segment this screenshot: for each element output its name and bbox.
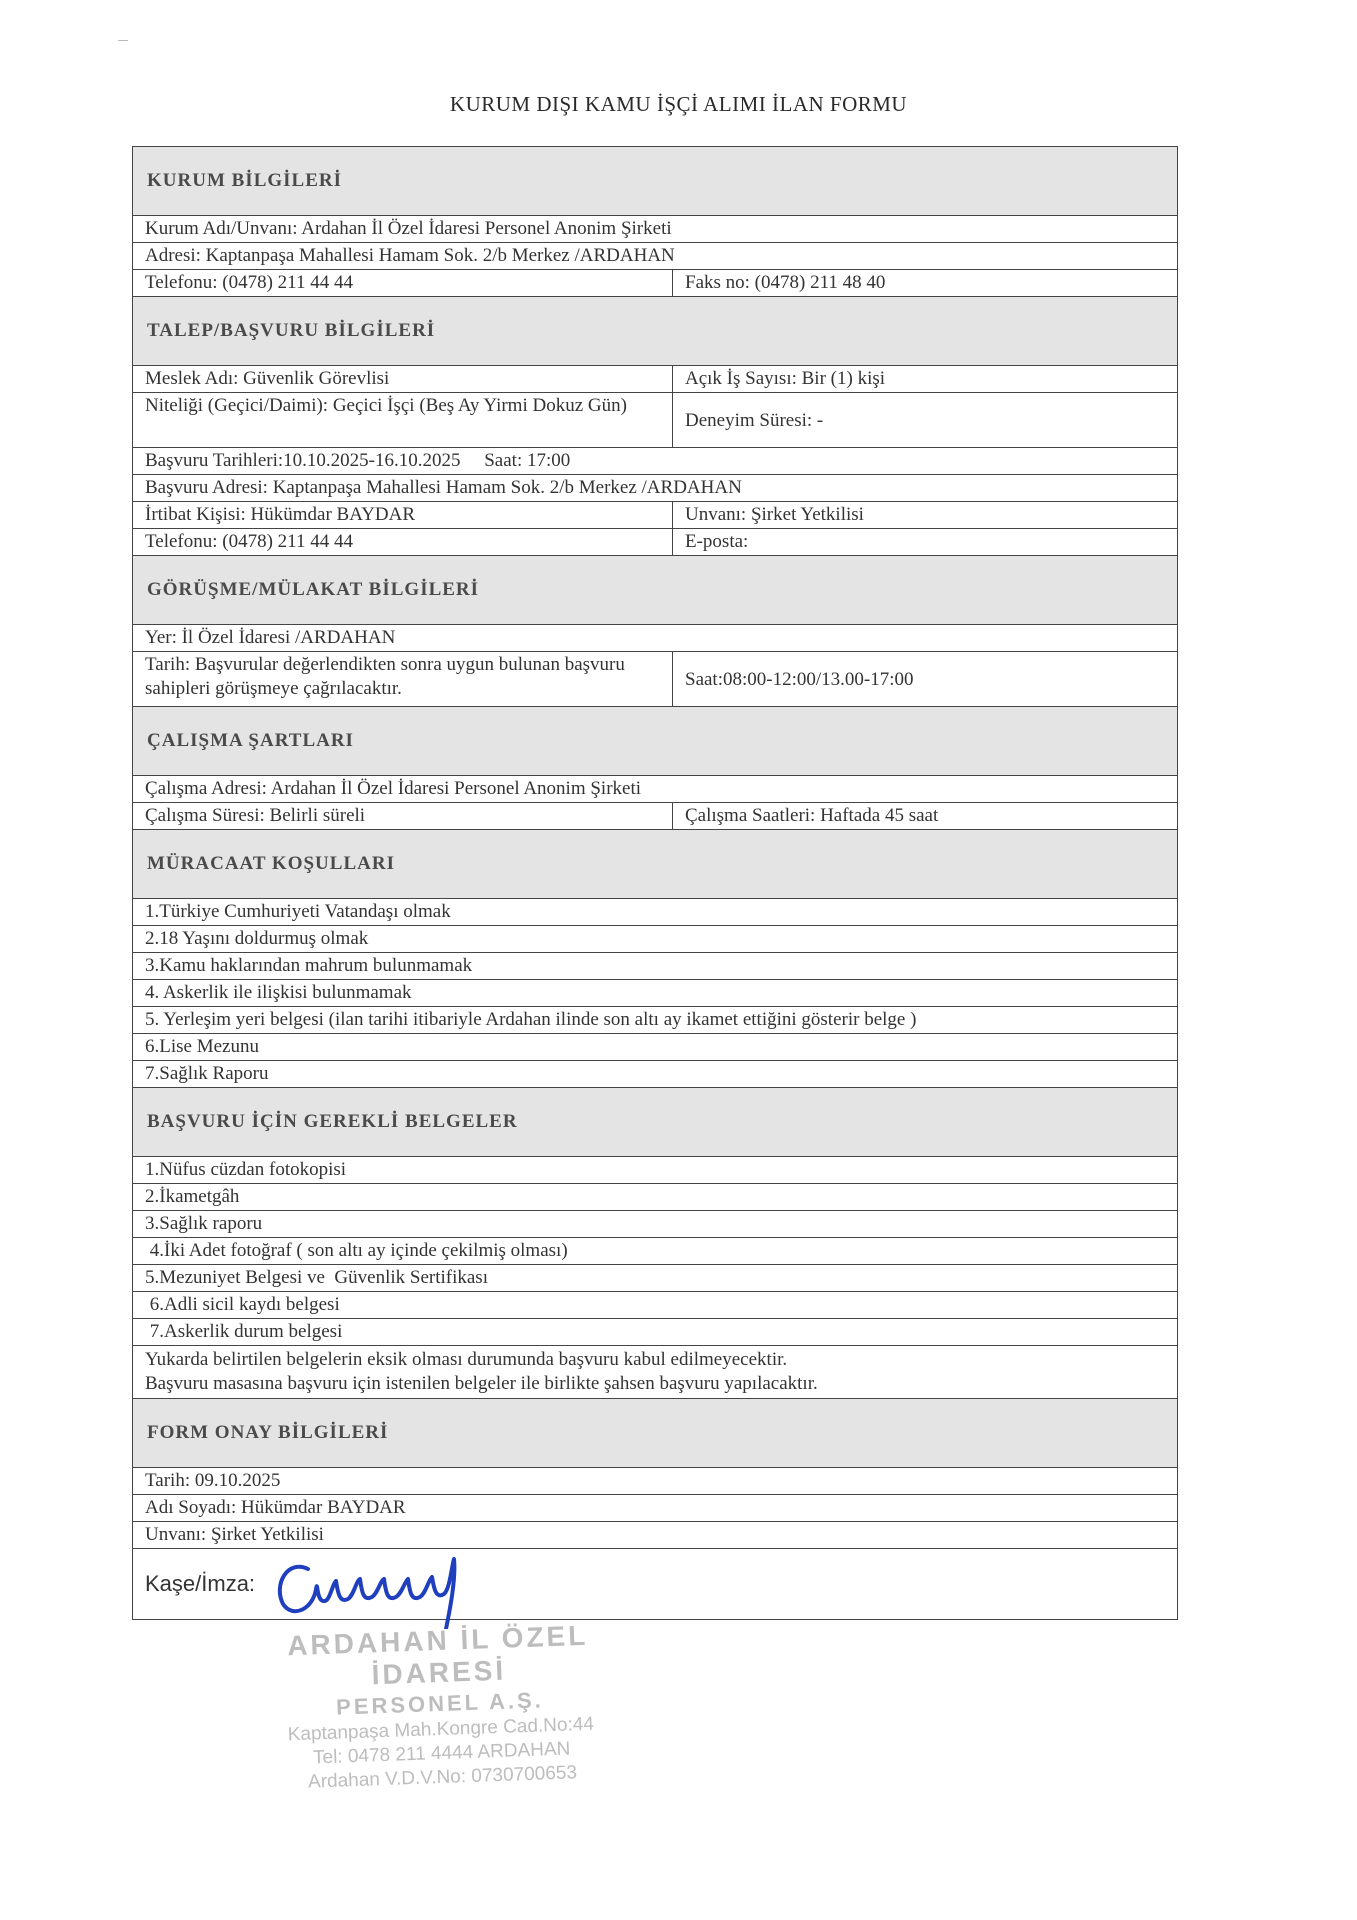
- kurum-adi: Kurum Adı/Unvanı: Ardahan İl Özel İdaresi Personel Anonim Şirketi: [145, 218, 672, 239]
- calisma-adresi: Çalışma Adresi: Ardahan İl Özel İdaresi Personel Anonim Şirketi: [145, 778, 642, 799]
- list-item: [133, 1211, 1177, 1238]
- list-item: [133, 1007, 1177, 1034]
- onay-tarih: Tarih: 09.10.2025: [145, 1470, 281, 1491]
- kurum-faks: Faks no: (0478) 211 48 40: [685, 272, 886, 293]
- company-stamp: [237, 1618, 642, 1792]
- muracaat-item: 4. Askerlik ile ilişkisi bulunmamak: [145, 982, 412, 1003]
- form-row: [133, 243, 1177, 270]
- talep-telefon: Telefonu: (0478) 211 44 44: [133, 529, 673, 555]
- form-row: [133, 803, 1177, 830]
- muracaat-item: 7.Sağlık Raporu: [145, 1063, 269, 1084]
- form-row: [133, 366, 1177, 393]
- belge-note-line-1: Yukarda belirtilen belgelerin eksik olması durumunda başvuru kabul edilmeyecektir.: [145, 1349, 788, 1370]
- list-item: [133, 1265, 1177, 1292]
- belge-note: [133, 1346, 1177, 1399]
- stamp-line-2: PERSONEL A.Ş.: [335, 1687, 545, 1720]
- form-row: [133, 393, 1177, 448]
- kase-imza-label: Kaşe/İmza:: [145, 1571, 256, 1596]
- stamp-line-3: Kaptanpaşa Mah.Kongre Cad.No:44: [287, 1713, 595, 1746]
- list-item: [133, 1292, 1177, 1319]
- stamp-line-1: ARDAHAN İL ÖZEL İDARESİ: [286, 1619, 589, 1691]
- scan-mark: [118, 40, 128, 41]
- list-item: [133, 899, 1177, 926]
- calisma-saatleri: Çalışma Saatleri: Haftada 45 saat: [685, 805, 939, 826]
- signature-row: [133, 1549, 1177, 1620]
- form-row: [133, 448, 1177, 475]
- form-row: [133, 502, 1177, 529]
- kurum-adres: Adresi: Kaptanpaşa Mahallesi Hamam Sok. 2/b Merkez /ARDAHAN: [145, 245, 675, 266]
- muracaat-item: 5. Yerleşim yeri belgesi (ilan tarihi itibariyle Ardahan ilinde son altı ay ikamet ettiğini gösterir belge ): [145, 1009, 917, 1030]
- list-item: [133, 926, 1177, 953]
- page-title: KURUM DIŞI KAMU İŞÇİ ALIMI İLAN FORMU: [449, 92, 908, 116]
- muracaat-item: 2.18 Yaşını doldurmuş olmak: [145, 928, 369, 949]
- announcement-form: [132, 146, 1178, 1620]
- onay-unvan: Unvanı: Şirket Yetkilisi: [145, 1524, 324, 1545]
- belge-item: 7.Askerlik durum belgesi: [145, 1321, 343, 1342]
- form-row: [133, 270, 1177, 297]
- muracaat-item: 1.Türkiye Cumhuriyeti Vatandaşı olmak: [145, 901, 451, 922]
- form-row: [133, 529, 1177, 556]
- basvuru-adresi: Başvuru Adresi: Kaptanpaşa Mahallesi Hamam Sok. 2/b Merkez /ARDAHAN: [145, 477, 742, 498]
- signature-graphic: [268, 1539, 468, 1629]
- stamp-line-4: Tel: 0478 211 4444 ARDAHAN: [312, 1738, 571, 1769]
- list-item: [133, 980, 1177, 1007]
- form-row: [133, 776, 1177, 803]
- onay-adi-soyadi: Adı Soyadı: Hükümdar BAYDAR: [145, 1497, 406, 1518]
- list-item: [133, 1157, 1177, 1184]
- belge-item: 3.Sağlık raporu: [145, 1213, 263, 1234]
- form-row: [133, 1495, 1177, 1522]
- list-item: [133, 1061, 1177, 1088]
- list-item: [133, 1184, 1177, 1211]
- belge-item: 5.Mezuniyet Belgesi ve Güvenlik Sertifikası: [145, 1267, 488, 1288]
- acik-is-sayisi: Açık İş Sayısı: Bir (1) kişi: [685, 368, 886, 389]
- niteligi: Niteliği (Geçici/Daimi): Geçici İşçi (Beş Ay Yirmi Dokuz Gün): [133, 393, 673, 447]
- form-row: [133, 652, 1177, 707]
- kurum-telefon: Telefonu: (0478) 211 44 44: [133, 270, 673, 296]
- muracaat-item: 3.Kamu haklarından mahrum bulunmamak: [145, 955, 473, 976]
- list-item: [133, 953, 1177, 980]
- deneyim-suresi: Deneyim Süresi: -: [685, 409, 824, 431]
- belge-item: 1.Nüfus cüzdan fotokopisi: [145, 1159, 347, 1180]
- section-heading-gorusme: GÖRÜŞME/MÜLAKAT BİLGİLERİ: [133, 556, 1177, 625]
- belge-item: 6.Adli sicil kaydı belgesi: [145, 1294, 340, 1315]
- gorusme-yer: Yer: İl Özel İdaresi /ARDAHAN: [145, 627, 396, 648]
- gorusme-tarih: Tarih: Başvurular değerlendikten sonra uygun bulunan başvuru sahipleri görüşmeye çağrılacaktır.: [133, 652, 673, 706]
- meslek-adi: Meslek Adı: Güvenlik Görevlisi: [133, 366, 673, 392]
- section-heading-muracaat: MÜRACAAT KOŞULLARI: [133, 830, 1177, 899]
- talep-eposta: E-posta:: [685, 531, 749, 552]
- belge-item: 4.İki Adet fotoğraf ( son altı ay içinde çekilmiş olması): [145, 1240, 568, 1261]
- section-heading-talep: TALEP/BAŞVURU BİLGİLERİ: [133, 297, 1177, 366]
- list-item: [133, 1238, 1177, 1265]
- section-heading-onay: FORM ONAY BİLGİLERİ: [133, 1399, 1177, 1468]
- form-row: [133, 216, 1177, 243]
- irtibat-unvani: Unvanı: Şirket Yetkilisi: [685, 504, 864, 525]
- form-row: [133, 475, 1177, 502]
- irtibat-kisisi: İrtibat Kişisi: Hükümdar BAYDAR: [133, 502, 673, 528]
- basvuru-tarihleri: Başvuru Tarihleri:10.10.2025-16.10.2025 Saat: 17:00: [145, 450, 571, 471]
- gorusme-saat: Saat:08:00-12:00/13.00-17:00: [685, 668, 914, 690]
- list-item: [133, 1034, 1177, 1061]
- muracaat-item: 6.Lise Mezunu: [145, 1036, 259, 1057]
- calisma-suresi: Çalışma Süresi: Belirli süreli: [133, 803, 673, 829]
- form-row: [133, 625, 1177, 652]
- belge-item: 2.İkametgâh: [145, 1186, 240, 1207]
- section-heading-belgeler: BAŞVURU İÇİN GEREKLİ BELGELER: [133, 1088, 1177, 1157]
- list-item: [133, 1319, 1177, 1346]
- section-heading-kurum: KURUM BİLGİLERİ: [133, 147, 1177, 216]
- stamp-line-5: Ardahan V.D.V.No: 0730700653: [307, 1762, 578, 1793]
- belge-note-line-2: Başvuru masasına başvuru için istenilen belgeler ile birlikte şahsen başvuru yapılacaktır.: [145, 1373, 818, 1394]
- form-row: [133, 1468, 1177, 1495]
- section-heading-calisma: ÇALIŞMA ŞARTLARI: [133, 707, 1177, 776]
